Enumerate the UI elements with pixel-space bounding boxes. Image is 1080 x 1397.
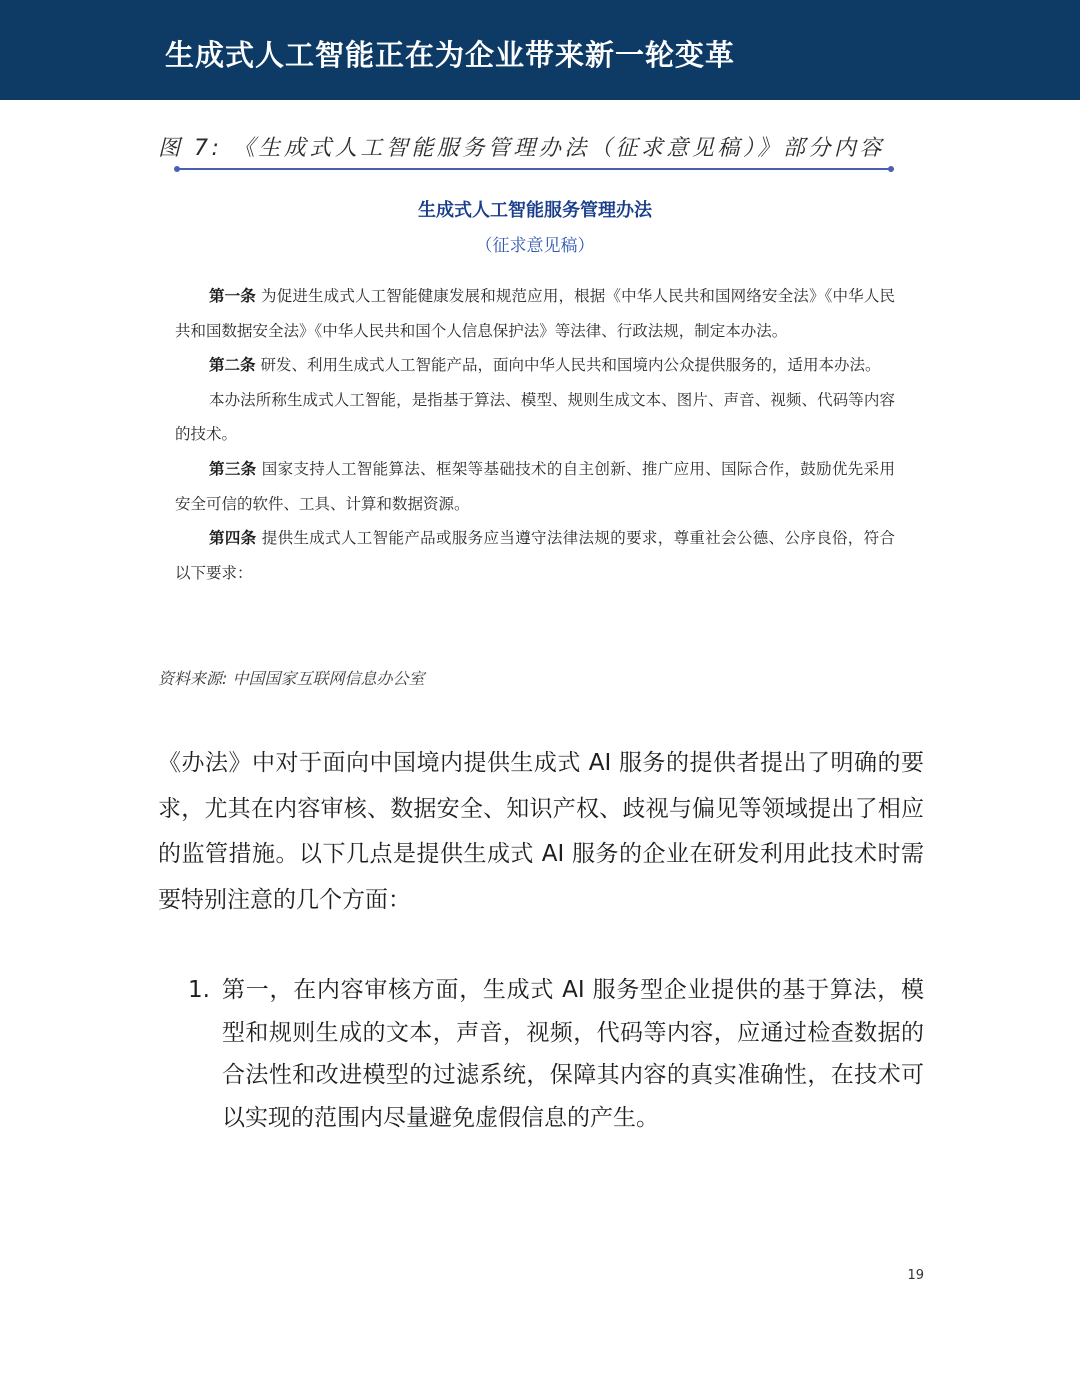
article-paragraph <box>175 383 895 452</box>
article-text: 提供生成式人工智能产品或服务应当遵守法律法规的要求，尊重社会公德、公序良俗，符合以下要求： <box>175 529 895 582</box>
body-paragraph: 《办法》中对于面向中国境内提供生成式 AI 服务的提供者提出了明确的要求，尤其在内容审核、数据安全、知识产权、歧视与偏见等领域提出了相应的监管措施。以下几点是提供生成式 AI 服务的企业在研发利用此技术时需要特别注意的几个方面： <box>158 750 924 913</box>
divider-dot-right <box>888 166 894 172</box>
article-label: 第二条 <box>209 356 256 375</box>
document-subtitle: （征求意见稿） <box>475 236 595 256</box>
list-item-text: 第一，在内容审核方面，生成式 AI 服务型企业提供的基于算法，模型和规则生成的文本，声音，视频，代码等内容，应通过检查数据的合法性和改进模型的过滤系统，保障其内容的真实准确性，在技术可以实现的范围内尽量避免虚假信息的产生。 <box>222 977 924 1131</box>
article-text: 本办法所称生成式人工智能，是指基于算法、模型、规则生成文本、图片、声音、视频、代码等内容的技术。 <box>175 390 895 444</box>
article-paragraph <box>175 452 895 521</box>
header-title: 生成式人工智能正在为企业带来新一轮变革 <box>165 38 736 72</box>
document-title: 生成式人工智能服务管理办法 <box>418 200 652 221</box>
list-item <box>188 969 924 1139</box>
article-label: 第三条 <box>209 459 257 478</box>
article-text: 为促进生成式人工智能健康发展和规范应用，根据《中华人民共和国网络安全法》《中华人民共和国数据安全法》《中华人民共和国个人信息保护法》等法律、行政法规，制定本办法。 <box>175 287 895 340</box>
article-paragraph <box>175 279 895 348</box>
figure-source: 资料来源: 中国国家互联网信息办公室 <box>158 669 425 688</box>
article-text: 国家支持人工智能算法、框架等基础技术的自主创新、推广应用、国际合作，鼓励优先采用安全可信的软件、工具、计算和数据资源。 <box>175 459 895 513</box>
article-text: 研发、利用生成式人工智能产品，面向中华人民共和国境内公众提供服务的，适用本办法。 <box>255 356 881 375</box>
figure-caption: 图 7: 《生成式人工智能服务管理办法（征求意见稿）》部分内容 <box>158 136 885 161</box>
article-label: 第四条 <box>209 529 257 548</box>
page-number: 19 <box>907 1268 924 1283</box>
article-paragraph <box>175 348 895 383</box>
article-paragraph <box>175 521 895 590</box>
divider-dot-left <box>174 166 180 172</box>
article-label: 第一条 <box>209 287 256 305</box>
list-number: 1. <box>188 977 210 1003</box>
caption-divider <box>178 168 892 170</box>
regulation-excerpt <box>175 279 895 590</box>
page-header-bar <box>0 0 1080 100</box>
